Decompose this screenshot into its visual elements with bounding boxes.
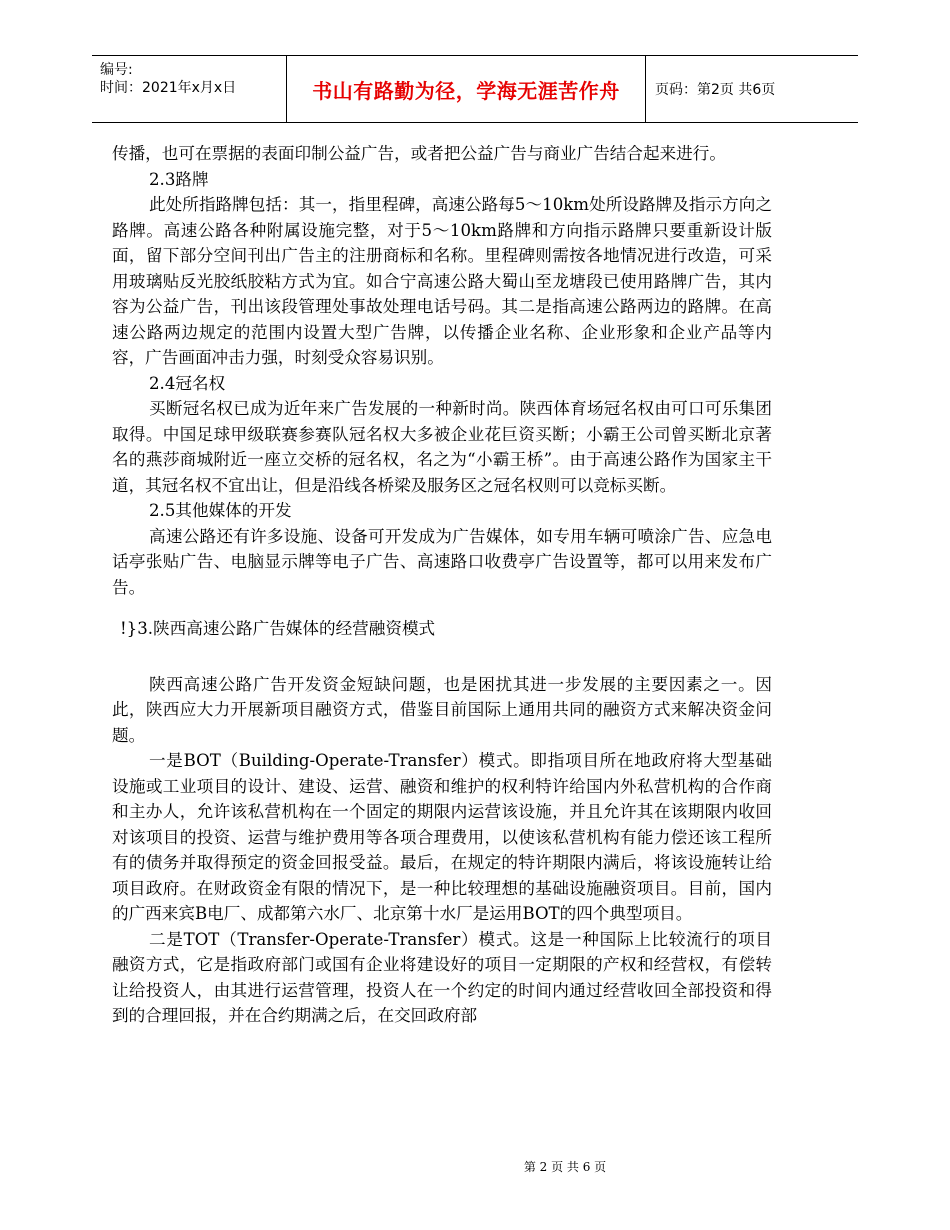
section-heading-2-3: 2.3路牌 — [149, 169, 209, 189]
header-page-label: 页码：第2页 共6页 — [655, 82, 776, 98]
paragraph-tot: 二是TOT（Transfer-Operate-Transfer）模式。这是一种国际上比较流行的项目融资方式，它是指政府部门或国有企业将建设好的项目一定期限的产权和经营权，有偿转让给投资人，由其进行运营管理，投资人在一个约定的时间内通过经营收回全部投资和得到的合理回报，并在合约期满之后，在交回政府部 — [112, 929, 772, 1025]
section-heading-2-4: 2.4冠名权 — [149, 373, 226, 393]
section-heading-2-5: 2.5其他媒体的开发 — [149, 501, 292, 520]
document-number-label: 编号: — [100, 62, 133, 78]
paragraph-naming-rights: 买断冠名权已成为近年来广告发展的一种新时尚。陕西体育场冠名权由可口可乐集团取得。中国足球甲级联赛参赛队冠名权大多被企业花巨资买断；小霸王公司曾买断北京著名的燕莎商城附近一座立交桥的冠名权，名之为“小霸王桥”。由于高速公路作为国家主干道，其冠名权不宜出让，但是沿线各桥梁及服务区之冠名权则可以竞标买断。 — [112, 399, 772, 495]
page-footer: 第 2 页 共 6 页 — [523, 1160, 607, 1174]
paragraph-bot: 一是BOT（Building-Operate-Transfer）模式。即指项目所在地政府将大型基础设施或工业项目的设计、建设、运营、融资和维护的权利特许给国内外私营机构的合作商和主办人，允许该私营机构在一个固定的期限内运营该设施，并且允许其在该期限内收回对该项目的投资、运营与维护费用等各项合理费用，以使该私营机构有能力偿还该工程所有的债务并取得预定的资金回报受益。最后，在规定的特许期限内满后，将该设施转让给项目政府。在财政资金有限的情况下，是一种比较理想的基础设施融资项目。目前，国内的广西来宾B电厂、成都第六水厂、北京第十水厂是运用BOT的四个典型项目。 — [112, 751, 772, 923]
paragraph-continuation: 传播，也可在票据的表面印制公益广告，或者把公益广告与商业广告结合起来进行。 — [112, 144, 726, 163]
paragraph-road-signs: 此处所指路牌包括：其一，指里程碑，高速公路每5～10km处所设路牌及指示方向之路牌。高速公路各种附属设施完整，对于5～10km路牌和方向指示路牌只要重新设计版面，留下部分空间刊出广告主的注册商标和名称。里程碑则需按各地情况进行改造，可采用玻璃贴反光胶纸胶粘方式为宜。如合宁高速公路大蜀山至龙塘段已使用路牌广告，其内容为公益广告，刊出该段管理处事故处理电话号码。其二是指高速公路两边的路牌。在高速公路两边规定的范围内设置大型广告牌，以传播企业名称、企业形象和企业产品等内容，广告画面冲击力强，时刻受众容易识别。 — [112, 195, 772, 367]
section-heading-3: !}3.陕西高速公路广告媒体的经营融资模式 — [120, 619, 436, 638]
header-info — [92, 56, 286, 122]
header-motto: 书山有路勤为径，学海无涯苦作舟 — [312, 78, 620, 103]
document-time-label: 时间：2021年x月x日 — [100, 80, 237, 96]
header-motto-cell — [286, 56, 646, 122]
paragraph-other-media: 高速公路还有许多设施、设备可开发成为广告媒体，如专用车辆可喷涂广告、应急电话亭张贴广告、电脑显示牌等电子广告、高速路口收费亭广告设置等，都可以用来发布广告。 — [112, 526, 772, 597]
paragraph-funding: 陕西高速公路广告开发资金短缺问题，也是困扰其进一步发展的主要因素之一。因此，陕西应大力开展新项目融资方式，借鉴目前国际上通用共同的融资方式来解决资金问题。 — [112, 674, 772, 745]
document-body — [112, 141, 772, 1029]
page-header — [92, 55, 858, 123]
